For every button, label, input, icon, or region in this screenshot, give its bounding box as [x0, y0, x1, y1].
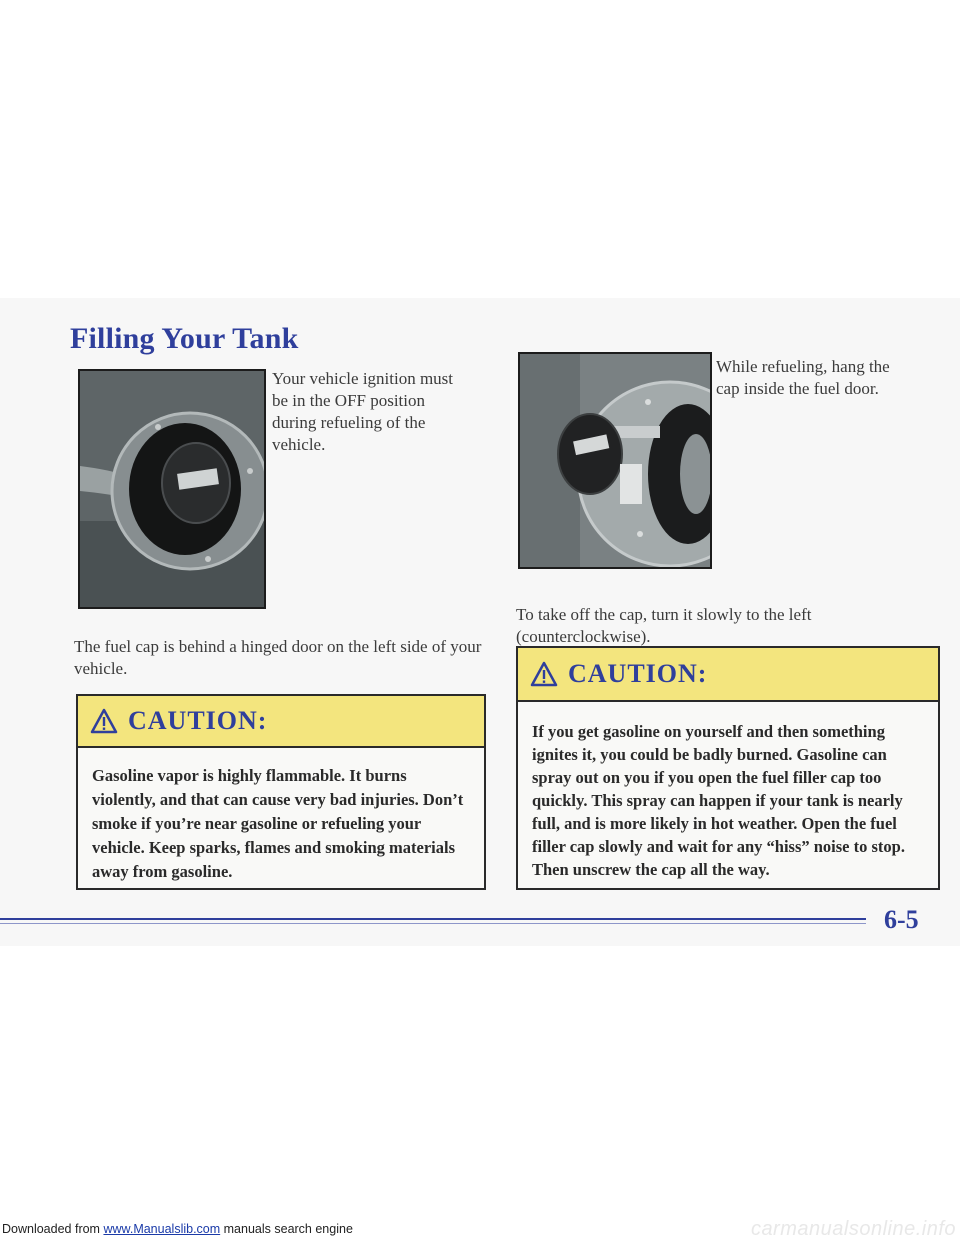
footer-rule — [0, 918, 866, 920]
page-number: 6-5 — [884, 905, 919, 934]
warning-triangle-icon — [90, 708, 118, 734]
hanging-cap-illustration — [520, 354, 710, 567]
caution-header — [78, 696, 484, 748]
footer-suffix: manuals search engine — [220, 1222, 353, 1236]
caution-box-vapor — [76, 694, 486, 890]
manualslib-link[interactable]: www.Manualslib.com — [103, 1222, 221, 1236]
caution-text: If you get gasoline on yourself and then something ignites it, you could be badly burned. Gasoline can spray out on you if you open the fuel filler cap too quickly. This spray can happen if your tank is nearly full, and is more likely in hot weather. Open the fuel filler cap slowly and wait for any “hiss” noise to stop. Then unscrew the cap all the way. — [532, 722, 905, 879]
caution-title: CAUTION: — [568, 659, 708, 688]
page-title: Filling Your Tank — [70, 322, 299, 355]
fuel-door-location-text: The fuel cap is behind a hinged door on the left side of your vehicle. — [74, 637, 482, 678]
ignition-instruction: Your vehicle ignition must be in the OFF position during refueling of the vehicle. — [272, 369, 454, 454]
caution-title: CAUTION: — [128, 706, 268, 735]
warning-triangle-icon — [530, 661, 558, 687]
caution-text: Gasoline vapor is highly flammable. It burns violently, and that can cause very bad injuries. Don’t smoke if you’re near gasoline or refueling your vehicle. Keep sparks, flames and smoking materials away from gasoline. — [92, 766, 464, 881]
footer-rule-thin — [0, 923, 866, 924]
fuel-cap-photo — [78, 369, 266, 609]
watermark: carmanualsonline.info — [750, 1218, 956, 1240]
fuel-cap-illustration — [80, 371, 264, 607]
remove-cap-instruction: To take off the cap, turn it slowly to the left (counterclockwise). — [516, 605, 812, 646]
caution-box-spray — [516, 646, 940, 890]
download-footer — [2, 1222, 353, 1236]
footer-prefix: Downloaded from — [2, 1222, 104, 1236]
hanging-cap-photo — [518, 352, 712, 569]
caution-header — [518, 648, 938, 702]
hang-cap-instruction: While refueling, hang the cap inside the fuel door. — [716, 357, 890, 398]
